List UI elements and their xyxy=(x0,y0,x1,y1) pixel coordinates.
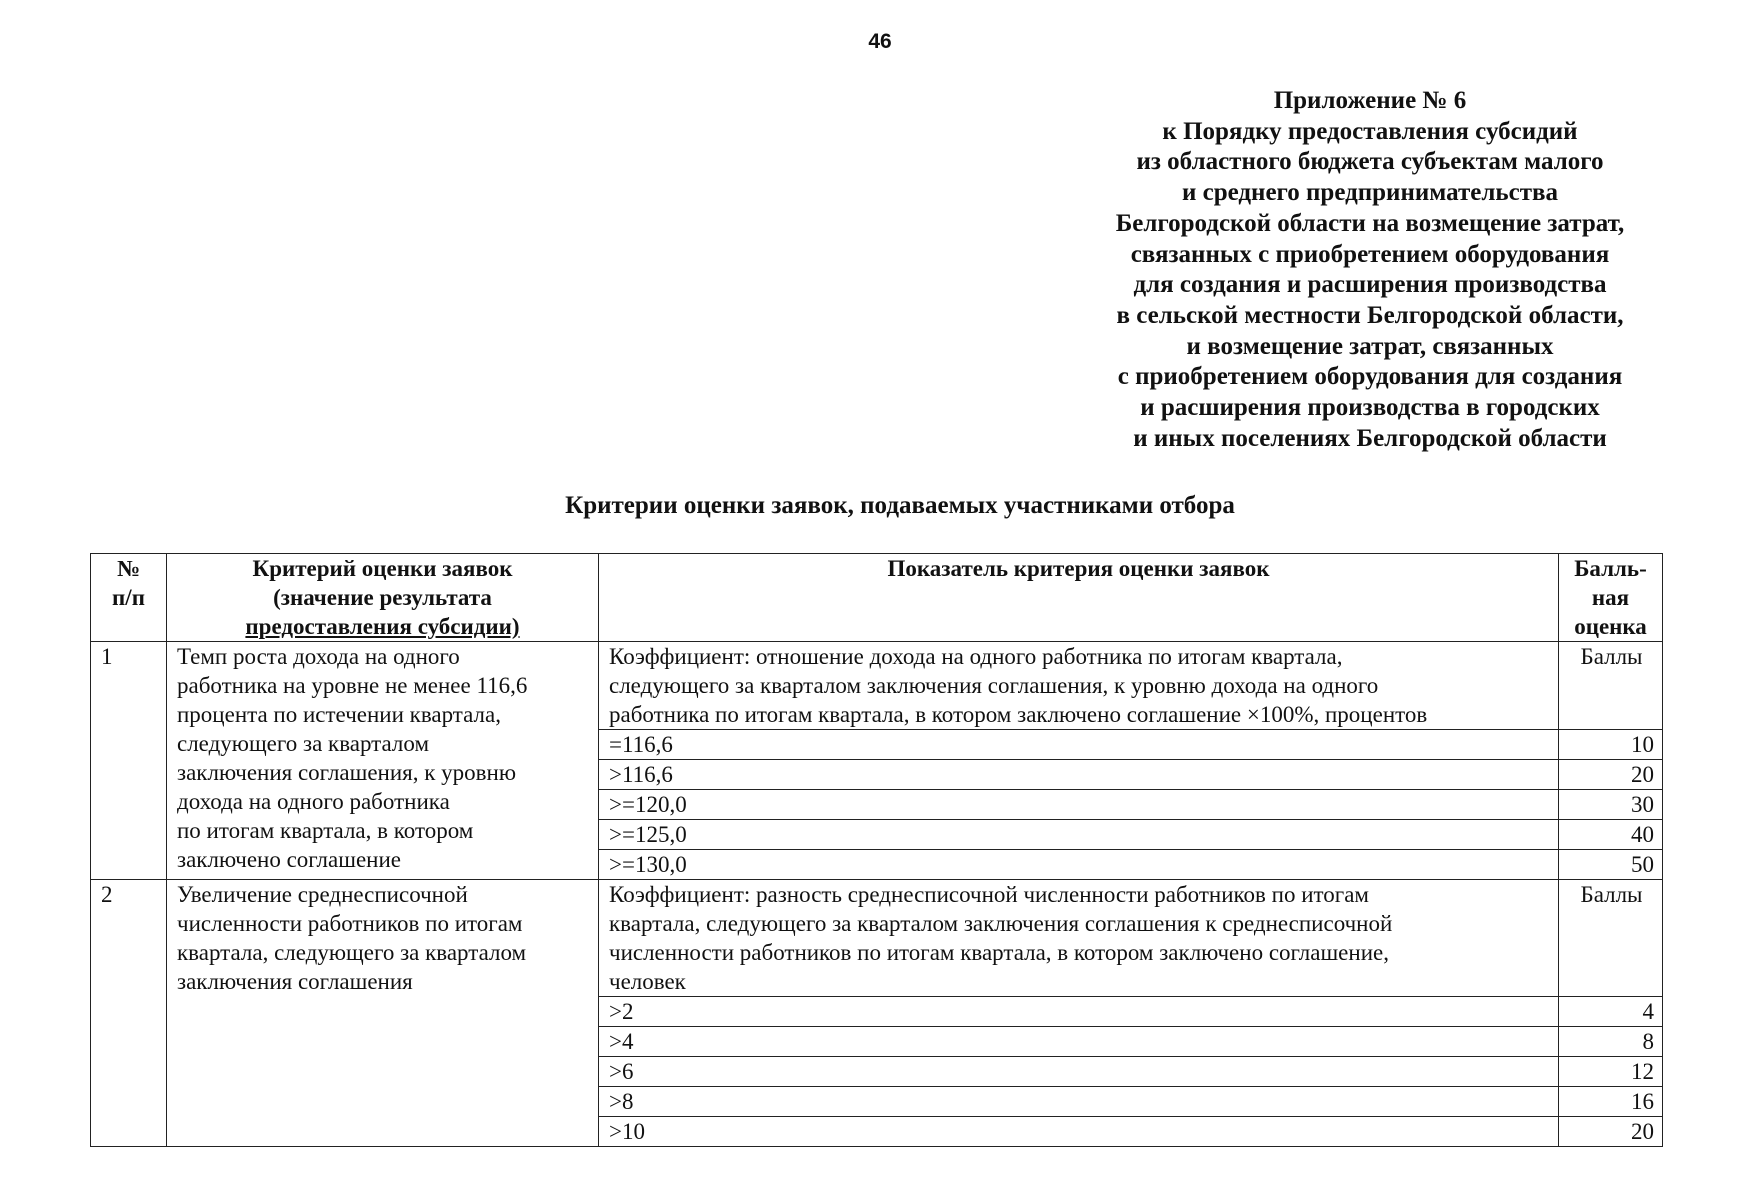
criterion-line: процента по истечении квартала, xyxy=(177,702,501,727)
header-criterion xyxy=(167,554,599,642)
document-title: Критерии оценки заявок, подаваемых участниками отбора xyxy=(565,492,1235,519)
header-indicator: Показатель критерия оценки заявок xyxy=(599,554,1559,642)
criterion-line: Увеличение среднесписочной xyxy=(177,882,468,907)
condition-cell: >=125,0 xyxy=(599,820,1559,850)
score-cell: 20 xyxy=(1559,1117,1663,1147)
indicator-line: квартала, следующего за кварталом заключения соглашения к среднесписочной xyxy=(609,911,1393,936)
header-criterion-line: Критерий оценки заявок xyxy=(252,556,513,581)
appendix-header xyxy=(1060,86,1680,454)
criterion-line: дохода на одного работника xyxy=(177,789,450,814)
score-cell: 50 xyxy=(1559,850,1663,880)
condition-cell: >2 xyxy=(599,997,1559,1027)
appendix-line: и среднего предпринимательства xyxy=(1181,179,1558,207)
row-num: 1 xyxy=(91,642,167,880)
criterion-line: квартала, следующего за кварталом xyxy=(177,940,527,965)
header-criterion-line: (значение результата xyxy=(273,585,492,610)
indicator-cell xyxy=(599,642,1559,730)
appendix-line: в сельской местности Белгородской области, xyxy=(1116,301,1624,329)
indicator-line: работника по итогам квартала, в котором заключено соглашение ×100%, процентов xyxy=(609,702,1428,727)
header-score-line: оценка xyxy=(1574,614,1647,639)
header-score xyxy=(1559,554,1663,642)
criterion-line: по итогам квартала, в котором xyxy=(177,818,474,843)
table-row xyxy=(91,880,1663,997)
indicator-line: следующего за кварталом заключения соглашения, к уровню дохода на одного xyxy=(609,673,1379,698)
criterion-line: заключено соглашение xyxy=(177,847,401,872)
score-cell: 10 xyxy=(1559,730,1663,760)
criterion-line: следующего за кварталом xyxy=(177,731,430,756)
score-cell: 4 xyxy=(1559,997,1663,1027)
score-cell: 40 xyxy=(1559,820,1663,850)
table-row xyxy=(91,642,1663,730)
score-cell: 12 xyxy=(1559,1057,1663,1087)
appendix-line: из областного бюджета субъектам малого xyxy=(1136,148,1604,176)
header-score-line: ная xyxy=(1591,585,1630,610)
header-score-line: Балль- xyxy=(1574,556,1647,581)
appendix-line: с приобретением оборудования для создания xyxy=(1117,363,1623,391)
appendix-line: и расширения производства в городских xyxy=(1140,394,1600,422)
condition-cell: =116,6 xyxy=(599,730,1559,760)
condition-cell: >8 xyxy=(599,1087,1559,1117)
header-num-line: № xyxy=(116,556,141,581)
criterion-cell xyxy=(167,642,599,880)
indicator-line: Коэффициент: разность среднесписочной численности работников по итогам xyxy=(609,882,1369,907)
criterion-line: Темп роста дохода на одного xyxy=(177,644,460,669)
score-cell: 30 xyxy=(1559,790,1663,820)
condition-cell: >=120,0 xyxy=(599,790,1559,820)
criterion-line: численности работников по итогам xyxy=(177,911,523,936)
indicator-line: численности работников по итогам квартала, в котором заключено соглашение, xyxy=(609,940,1389,965)
score-unit: Баллы xyxy=(1559,880,1663,997)
appendix-line: связанных с приобретением оборудования xyxy=(1130,240,1610,268)
appendix-line: для создания и расширения производства xyxy=(1133,271,1607,299)
score-cell: 16 xyxy=(1559,1087,1663,1117)
indicator-line: человек xyxy=(609,969,686,994)
criterion-line: заключения соглашения, к уровню xyxy=(177,760,517,785)
criterion-cell xyxy=(167,880,599,1147)
condition-cell: >116,6 xyxy=(599,760,1559,790)
condition-cell: >4 xyxy=(599,1027,1559,1057)
condition-cell: >=130,0 xyxy=(599,850,1559,880)
row-num: 2 xyxy=(91,880,167,1147)
appendix-line: и возмещение затрат, связанных xyxy=(1186,332,1554,360)
page-number: 46 xyxy=(868,30,892,53)
criterion-line: заключения соглашения xyxy=(177,969,413,994)
appendix-line: и иных поселениях Белгородской области xyxy=(1133,424,1607,452)
header-criterion-line: предоставления субсидии) xyxy=(245,614,520,639)
table-header-row xyxy=(91,554,1663,642)
condition-cell: >6 xyxy=(599,1057,1559,1087)
score-cell: 8 xyxy=(1559,1027,1663,1057)
score-unit: Баллы xyxy=(1559,642,1663,730)
header-num xyxy=(91,554,167,642)
condition-cell: >10 xyxy=(599,1117,1559,1147)
indicator-cell xyxy=(599,880,1559,997)
criterion-line: работника на уровне не менее 116,6 xyxy=(177,673,528,698)
appendix-line: Белгородской области на возмещение затрат, xyxy=(1115,209,1625,237)
appendix-line: Приложение № 6 xyxy=(1273,87,1467,114)
appendix-line: к Порядку предоставления субсидий xyxy=(1162,117,1578,145)
header-num-line: п/п xyxy=(112,585,145,610)
indicator-line: Коэффициент: отношение дохода на одного работника по итогам квартала, xyxy=(609,644,1343,669)
criteria-table xyxy=(90,553,1663,1147)
score-cell: 20 xyxy=(1559,760,1663,790)
